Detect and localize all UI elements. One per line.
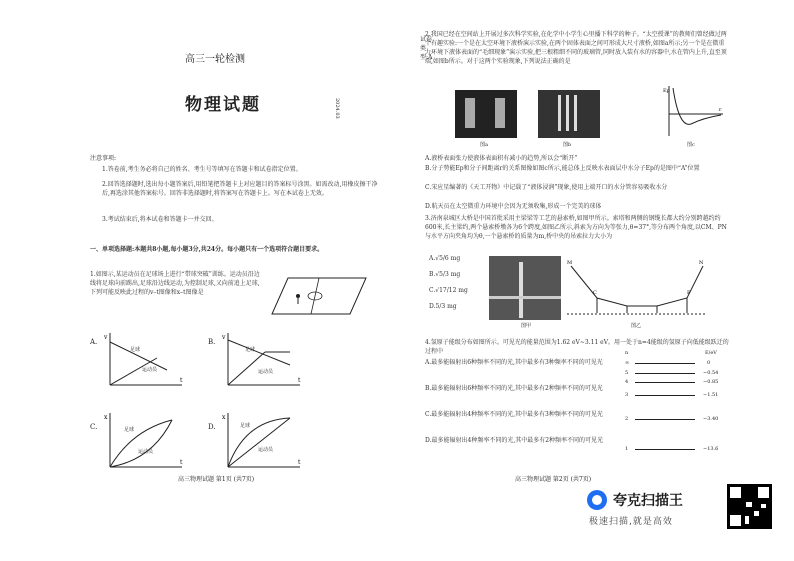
level-n-3: 3 [625, 392, 629, 398]
svg-text:C: C [593, 290, 597, 296]
level-n-5: 5 [625, 370, 629, 376]
q4-option-d: D.最多能辐射出4种频率不同的光,其中最多有2种频率不同的可见光 [425, 437, 604, 444]
graph-c-label: C. [90, 423, 98, 431]
svg-text:Ep: Ep [663, 88, 670, 94]
q2-option-b: B.分子势能Ep和分子间距离r的关系图像如图c所示,能总体上反映水表面层中水分子Ep的是图中“A”位置 [425, 165, 700, 172]
cable-diagram [567, 258, 707, 318]
svg-text:M: M [567, 260, 573, 266]
energy-header-e: E/eV [705, 350, 717, 356]
capillary-photo [538, 90, 600, 138]
fig-c-label: 图c [687, 142, 695, 148]
level-line [635, 419, 695, 420]
level-e-inf: 0 [707, 360, 711, 366]
exam-date: 2024.03 [334, 98, 340, 119]
q3-option-b: B.√5/3 mg [429, 271, 461, 278]
notice-1: 1.答卷前,考生务必将自己的姓名、考生号等填写在答题卡和试卷指定位置。 [102, 166, 302, 173]
level-n-2: 2 [625, 416, 629, 422]
svg-text:N: N [699, 260, 704, 266]
svg-text:r: r [719, 107, 722, 113]
level-e-2: −3.40 [703, 416, 719, 422]
liquid-bridge-photo [455, 90, 517, 138]
svg-text:t: t [180, 459, 183, 466]
graph-a-label: A. [90, 338, 98, 346]
subject-title: 物理试题 [185, 95, 261, 115]
football-field-figure [270, 274, 370, 318]
graph-d-tag-ball: 足球 [240, 423, 251, 429]
svg-text:t: t [298, 377, 301, 384]
fig-a-label: 图a [480, 142, 488, 148]
graph-c-tag-athlete: 运动员 [138, 449, 154, 455]
q2-option-d: D.航天员在太空微重力环境中会因为无须收集,形成一个完美的球体 [425, 203, 602, 210]
svg-text:v: v [222, 334, 226, 341]
graph-b-label: B. [208, 338, 216, 346]
q3-option-a: A.√5/6 mg [429, 255, 461, 262]
level-n-4: 4 [625, 379, 629, 385]
level-line [635, 395, 695, 396]
q4-option-b: B.最多能辐射出6种频率不同的光,其中最多有2种频率不同的可见光 [425, 385, 603, 392]
svg-text:x: x [104, 414, 108, 421]
level-line [635, 382, 695, 383]
level-e-5: −0.54 [703, 370, 719, 376]
q3-option-d: D.5/3 mg [429, 303, 457, 310]
level-line [635, 373, 695, 374]
graph-d-label: D. [208, 423, 216, 431]
graph-c-tag-ball: 足球 [124, 427, 135, 433]
q4-option-c: C.最多能辐射出4种频率不同的光,其中最多有3种频率不同的可见光 [425, 411, 603, 418]
notice-3: 3.考试结束后,将本试卷和答题卡一并交回。 [102, 216, 218, 223]
q3-option-c: C.√17/12 mg [429, 287, 468, 294]
level-e-4: −0.85 [703, 379, 719, 385]
q2-option-a: A.液桥表面张力使液体表面积有减小的趋势,所以会“断开” [425, 155, 578, 162]
notice-2: 2.回答选择题时,选出每小题答案后,用铅笔把答题卡上对应题目的答案标号涂黑。如需改动,用橡皮擦干净后,再选涂其他答案标号。回答非选择题时,将答案写在答题卡上。写在本试卷上无效。 [102, 181, 378, 197]
q2-option-c: C.宋应星编著的《天工开物》中记载了“液体浸润”现象,使用上端开口的水分管容易吸收水分 [425, 184, 668, 191]
svg-text:x: x [222, 414, 226, 421]
level-e-3: −1.51 [703, 392, 719, 398]
level-n-inf: ∞ [625, 360, 630, 366]
svg-text:t: t [298, 459, 301, 466]
fig-yi-label: 图乙 [631, 323, 642, 329]
graph-a-tag-ball: 足球 [130, 347, 141, 353]
graph-d-tag-athlete: 运动员 [258, 447, 274, 453]
graph-d [220, 410, 305, 472]
section-title: 一、单项选择题:本题共8小题,每小题3分,共24分。每小题只有一个选项符合题目要求。 [90, 246, 324, 253]
graph-b-tag-ball: 足球 [245, 347, 256, 353]
svg-text:P: P [687, 290, 691, 296]
scanner-slogan: 极速扫描,就是高效 [589, 517, 673, 527]
graph-b-tag-athlete: 运动员 [258, 369, 274, 375]
scanner-logo-icon [587, 490, 607, 510]
level-line [635, 449, 695, 450]
exam-page-right [425, 18, 735, 488]
fig-jia-label: 图甲 [521, 323, 532, 329]
level-e-1: −13.6 [703, 446, 719, 452]
graph-c [102, 410, 187, 472]
notice-title: 注意事项: [90, 155, 117, 162]
paper-type-label: 试卷类型:A [420, 36, 433, 61]
level-line [635, 363, 695, 364]
graph-b [220, 330, 305, 390]
page-footer-1: 高三物理试题 第1页 (共7页) [178, 476, 255, 483]
graph-a-tag-athlete: 运动员 [142, 367, 158, 373]
scanner-watermark [587, 484, 772, 539]
fig-b-label: 图b [563, 142, 572, 148]
svg-text:t: t [180, 377, 183, 384]
q4-option-a: A.最多能辐射出6种频率不同的光,其中最多有3种频率不同的可见光 [425, 359, 603, 366]
header-title: 高三一轮检测 [185, 54, 245, 65]
question-3-text: 3.济南泉城区大桥是中国首批采用主梁梁等工艺的悬索桥,如图甲所示。索塔和两侧的钢缆长都大约分别跨越约约600米,长主梁约,两个悬索桥墩各为6个跨度,如图乙所示,斜索为方向为等张力,θ=37°,等分布两个角度,以CM、PN与水平方向夹角均为θ,一个悬索桥的质量为m,桥中央的吊索拉力大小为 [425, 215, 727, 240]
question-2-text: 2.我国已经在空间站上开展过多次科学实验,在化学中小学生心里播下科学的种子。“太空授课”的教师们曾经做过两个有趣实验:一个是在太空环境下液桥演示实验,在两个固体表面之间可形成大尺寸液桥,如图a所示;另一个是在微重力环境下液体表面的“毛细现象”演示实验,把三根粗细不同的玻璃管,同时放入装有水的容器中,水在管内上升,直至顶端,如图b所示。对于这两个实验现象,下列说法正确的是 [425, 31, 727, 65]
exam-page-left [90, 18, 433, 488]
level-n-1: 1 [625, 446, 629, 452]
energy-level-diagram [625, 350, 725, 460]
bridge-photo [489, 256, 561, 320]
question-1-text: 1.如图示,某运动员在足球场上进行“带球突破”训练。运动员沿边线将足球向前踢出,足球沿边线运动,为控制足球,又向前追上足球,下列可能反映此过程的v–t图像和x–t图像是 [90, 271, 260, 296]
qr-code[interactable] [727, 484, 772, 529]
ep-r-graph [663, 84, 725, 140]
graph-a [102, 330, 187, 390]
page-footer-2: 高三物理试题 第2页 (共7页) [515, 476, 592, 483]
svg-text:v: v [104, 334, 108, 341]
energy-header-n: n [625, 350, 629, 356]
scanner-brand-name: 夸克扫描王 [613, 493, 683, 509]
question-4-text: 4.氢原子能级分布如图所示。可见光的能量范围为1.62 eV~3.11 eV。用一处于n=4能级的氢原子向低能级跃迁的过程中 [425, 339, 729, 355]
